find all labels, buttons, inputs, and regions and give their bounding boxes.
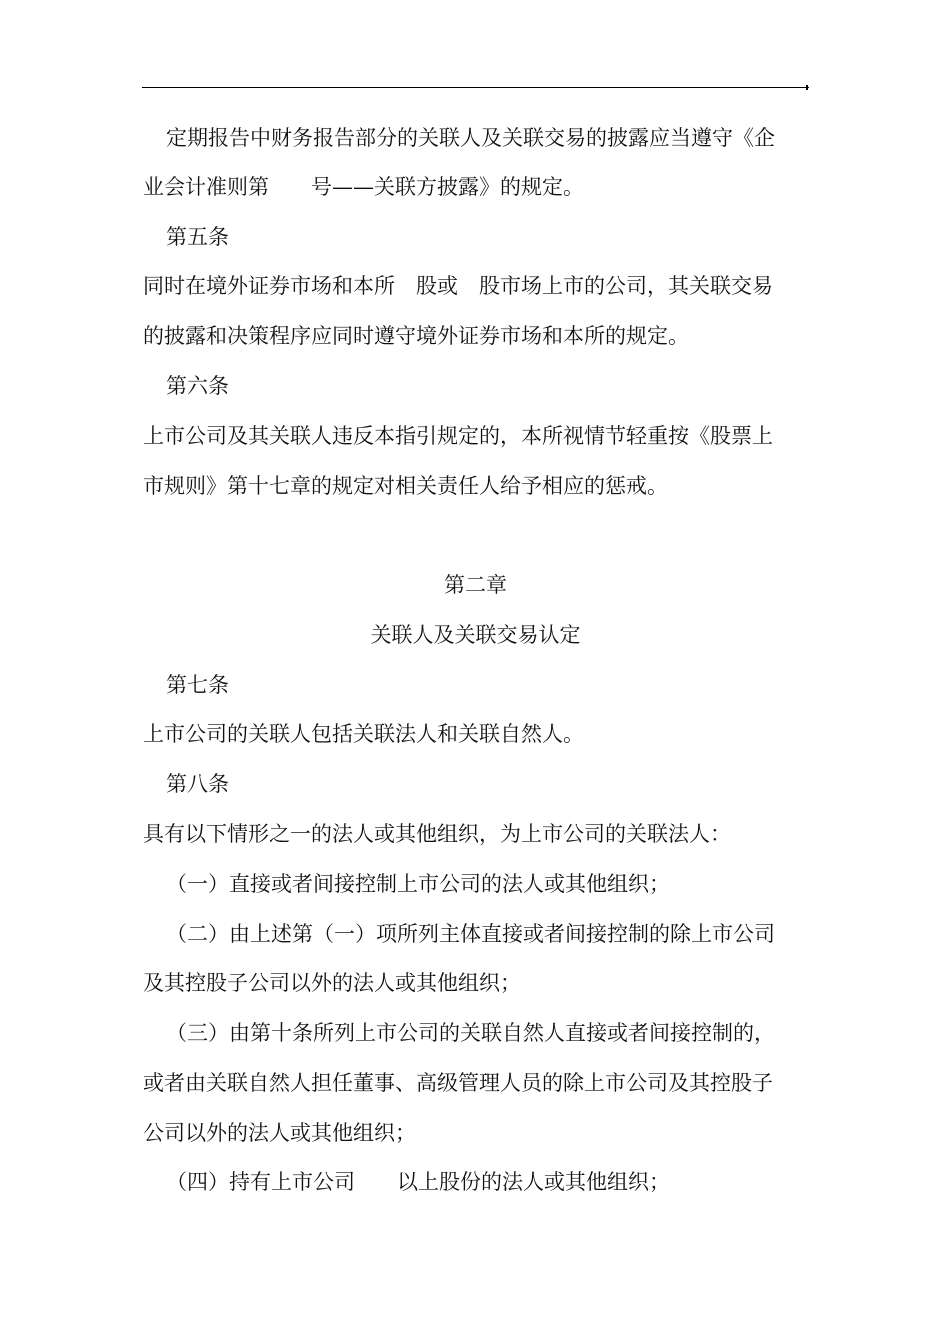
list-item: （三）由第十条所列上市公司的关联自然人直接或者间接控制的， (166, 1021, 775, 1045)
header-rule (142, 87, 809, 88)
list-item-continuation: 及其控股子公司以外的法人或其他组织； (143, 971, 521, 995)
list-item: （二）由上述第（一）项所列主体直接或者间接控制的除上市公司 (166, 922, 775, 946)
article-heading: 第五条 (166, 225, 229, 249)
chapter-title: 关联人及关联交易认定 (370, 623, 581, 647)
paragraph-line: 具有以下情形之一的法人或其他组织，为上市公司的关联法人： (143, 822, 731, 846)
chapter-number: 第二章 (444, 573, 507, 597)
paragraph-line: 同时在境外证券市场和本所 股或 股市场上市的公司，其关联交易 (143, 274, 773, 298)
header-rule-end-mark (806, 85, 808, 90)
list-item: （一）直接或者间接控制上市公司的法人或其他组织； (166, 872, 670, 896)
article-heading: 第八条 (166, 772, 229, 796)
paragraph-line: 市规则》第十七章的规定对相关责任人给予相应的惩戒。 (143, 474, 668, 498)
paragraph-line: 定期报告中财务报告部分的关联人及关联交易的披露应当遵守《企 (166, 126, 775, 150)
article-heading: 第七条 (166, 673, 229, 697)
list-item-continuation: 公司以外的法人或其他组织； (143, 1121, 416, 1145)
paragraph-line: 业会计准则第 号——关联方披露》的规定。 (143, 175, 584, 199)
list-item: （四）持有上市公司 以上股份的法人或其他组织； (166, 1170, 670, 1194)
article-heading: 第六条 (166, 374, 229, 398)
paragraph-line: 上市公司的关联人包括关联法人和关联自然人。 (143, 722, 584, 746)
list-item-continuation: 或者由关联自然人担任董事、高级管理人员的除上市公司及其控股子 (143, 1071, 773, 1095)
paragraph-line: 的披露和决策程序应同时遵守境外证券市场和本所的规定。 (143, 324, 689, 348)
paragraph-line: 上市公司及其关联人违反本指引规定的，本所视情节轻重按《股票上 (143, 424, 773, 448)
